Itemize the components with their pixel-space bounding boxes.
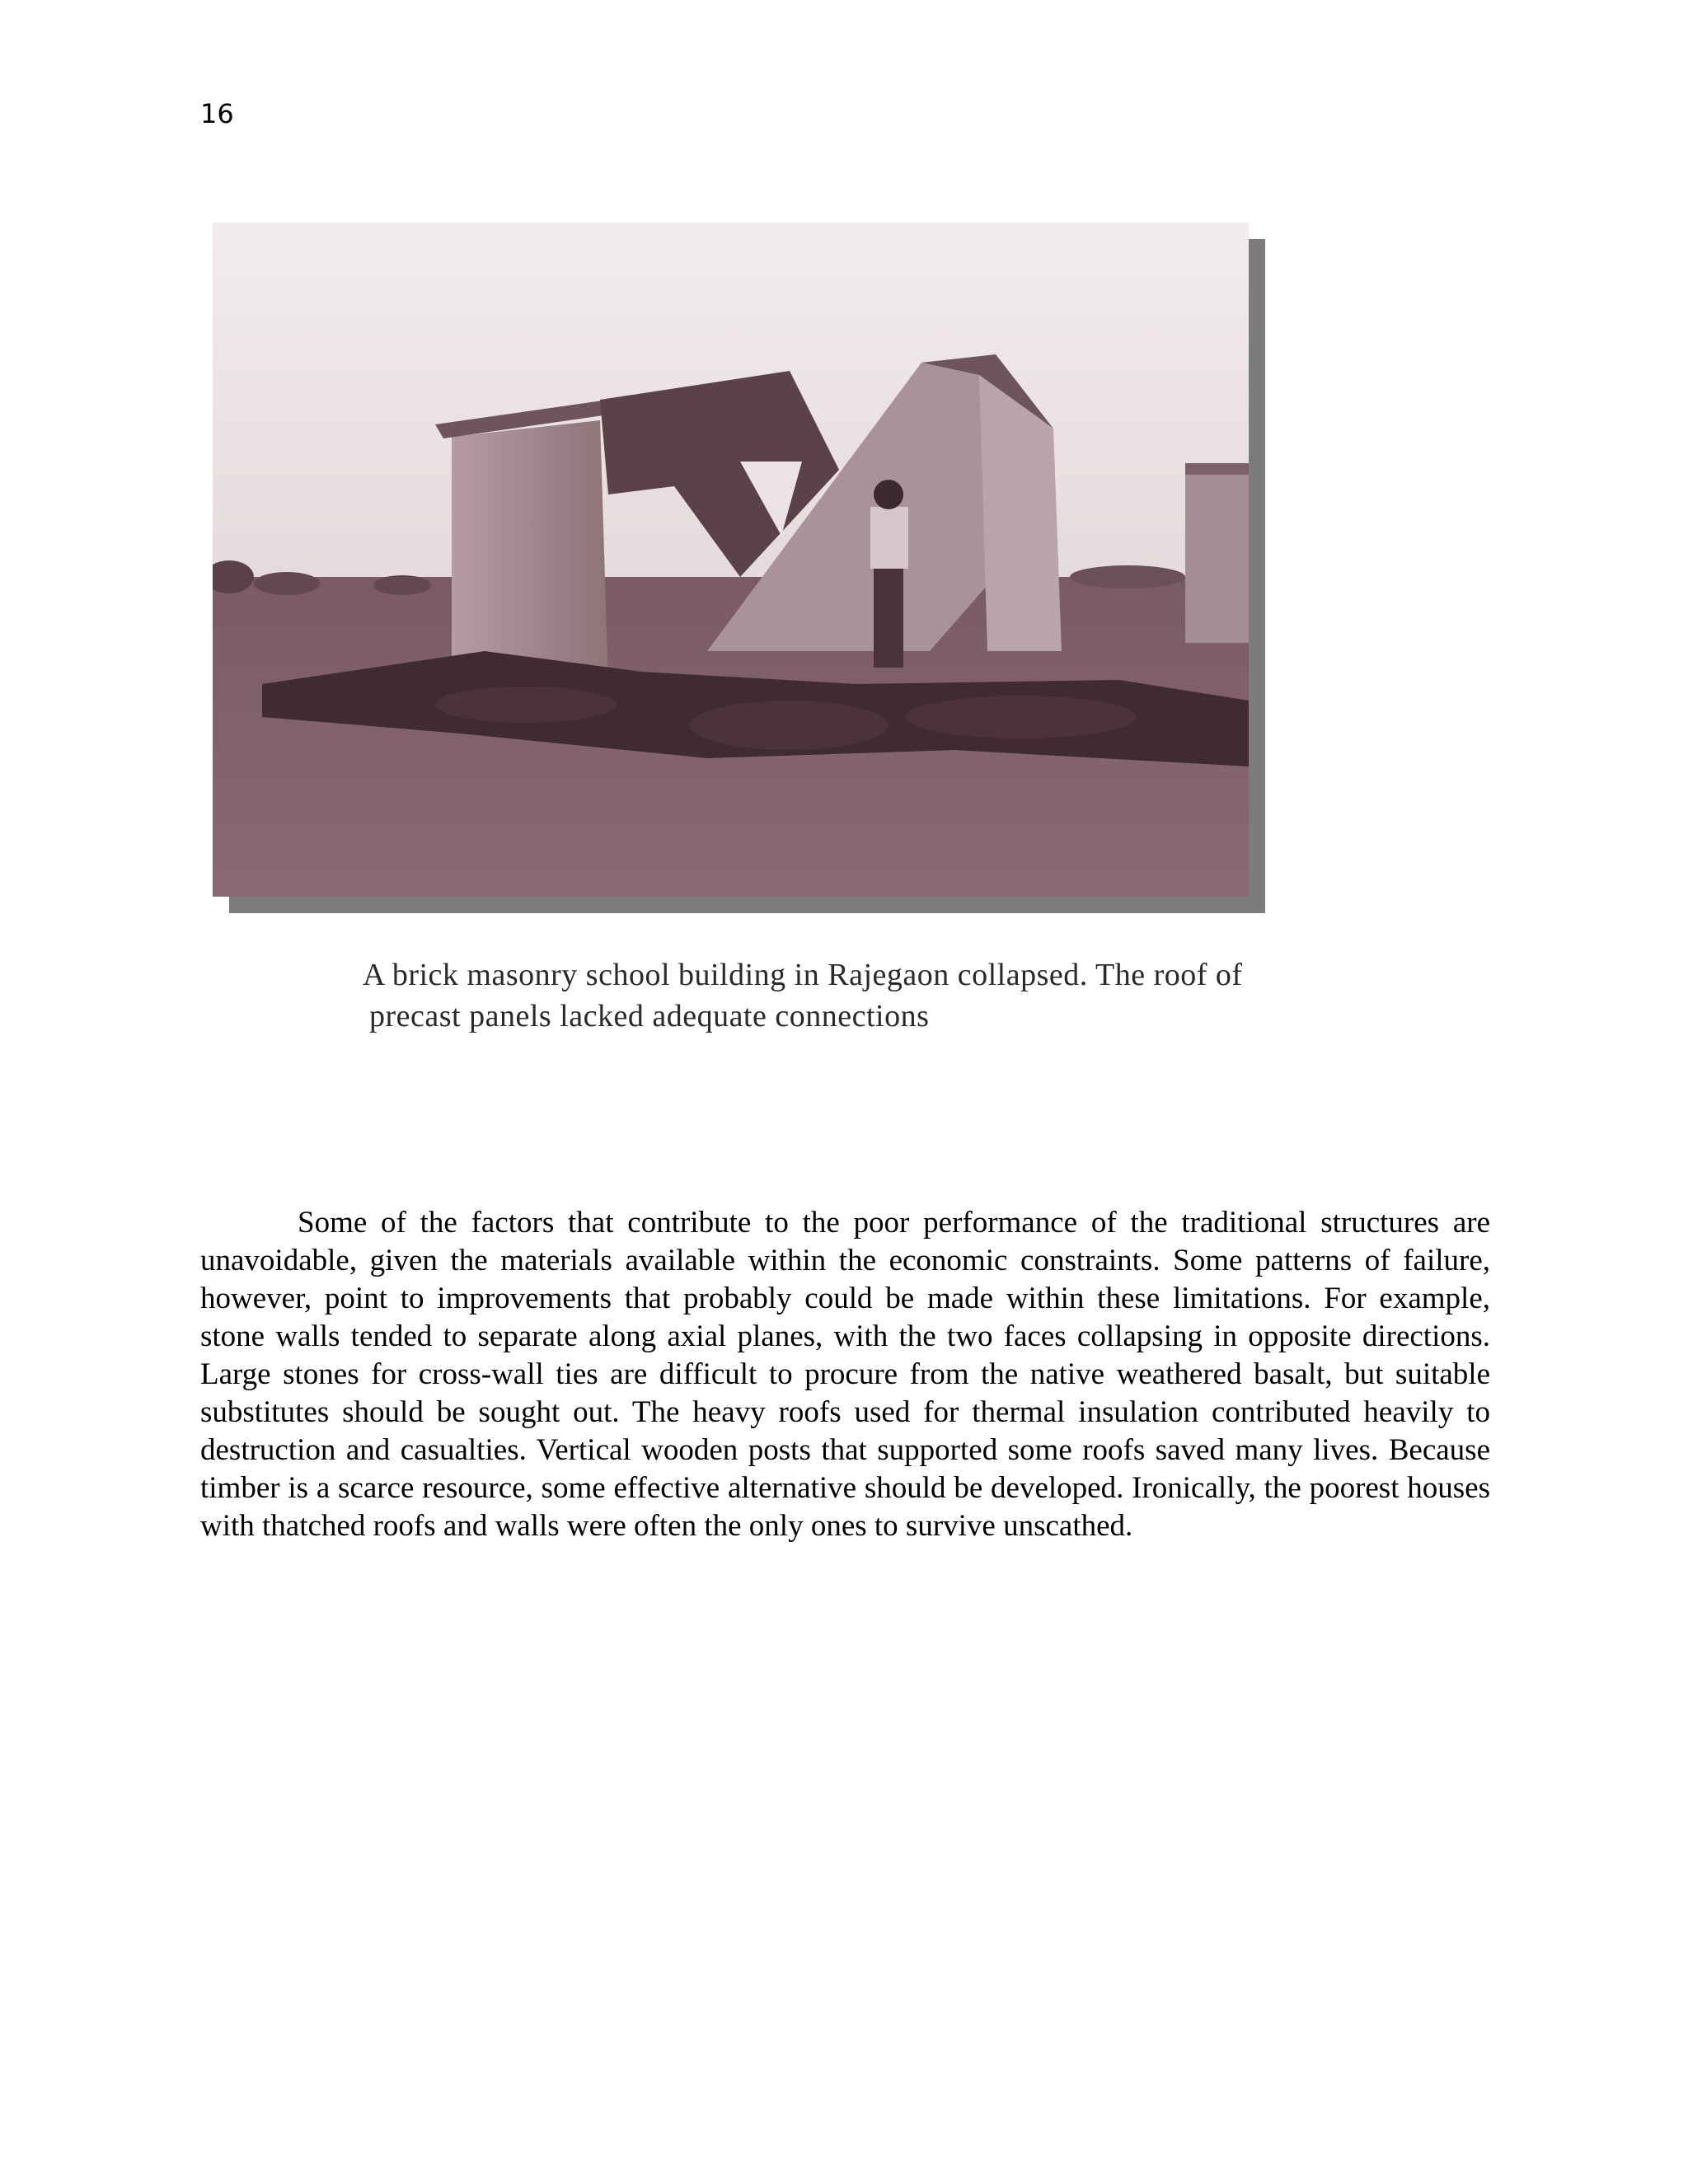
caption-line-1: A brick masonry school building in Rajegaon collapsed. The roof of (363, 958, 1243, 992)
caption-line-2: precast panels lacked adequate connections (369, 999, 930, 1033)
page-number: 16 (200, 98, 234, 129)
collapsed-building-photo (213, 223, 1249, 897)
figure-photo (213, 223, 1251, 892)
figure-caption (363, 954, 1467, 1037)
body-paragraph: Some of the factors that contribute to the poor performance of the traditional structures are unavoidable, given the materials available within the economic constraints. Some patterns of failure, however, point to improvements that probably could be made within these limitations. For example, stone walls tended to separate along axial planes, with the two faces collapsing in opposite directions. Large stones for cross-wall ties are difficult to procure from the native weathered basalt, but suitable substitutes should be sought out. The heavy roofs used for thermal insulation contributed heavily to destruction and casualties. Vertical wooden posts that supported some roofs saved many lives. Because timber is a scarce resource, some effective alternative should be developed. Ironically, the poorest houses with thatched roofs and walls were often the only ones to survive unscathed. (200, 1206, 1490, 1543)
